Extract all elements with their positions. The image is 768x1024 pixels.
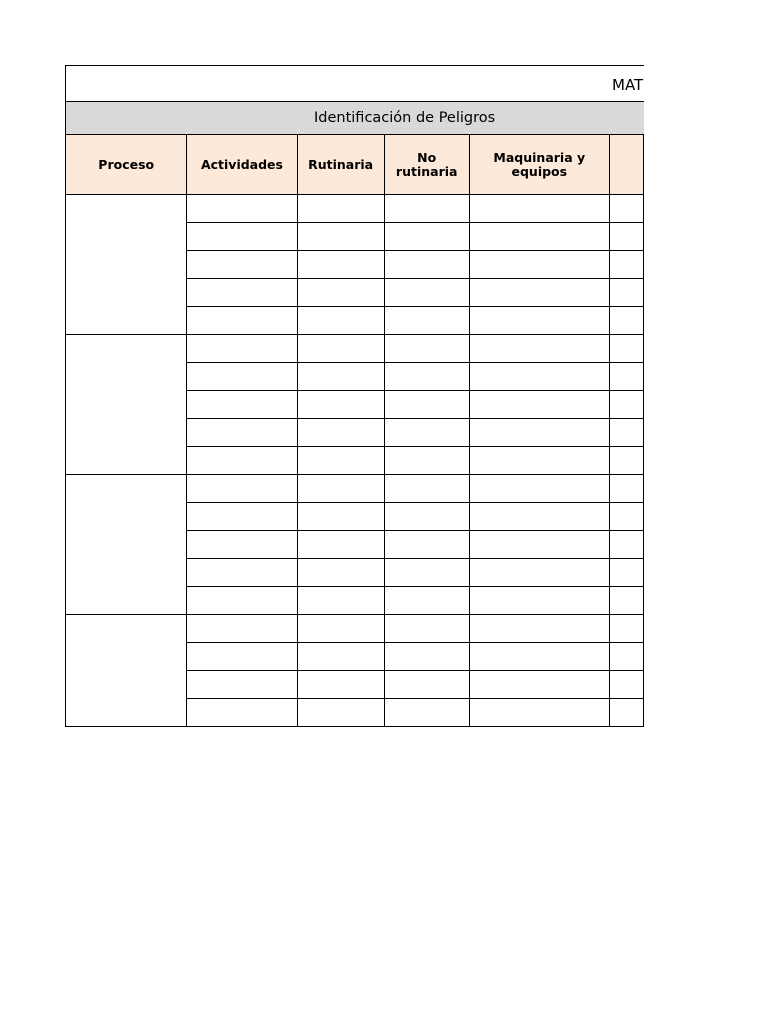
cut-off-cell[interactable] — [609, 559, 643, 587]
rutinaria-cell[interactable] — [297, 503, 384, 531]
maquinaria-equipos-cell[interactable] — [469, 363, 609, 391]
no-rutinaria-cell[interactable] — [384, 363, 469, 391]
actividades-cell[interactable] — [187, 279, 297, 307]
maquinaria-equipos-cell[interactable] — [469, 419, 609, 447]
actividades-cell[interactable] — [187, 643, 297, 671]
actividades-cell[interactable] — [187, 195, 297, 223]
actividades-cell[interactable] — [187, 587, 297, 615]
rutinaria-cell[interactable] — [297, 251, 384, 279]
rutinaria-cell[interactable] — [297, 335, 384, 363]
rutinaria-cell[interactable] — [297, 531, 384, 559]
cut-off-cell[interactable] — [609, 615, 643, 643]
actividades-cell[interactable] — [187, 475, 297, 503]
no-rutinaria-cell[interactable] — [384, 307, 469, 335]
rutinaria-cell[interactable] — [297, 643, 384, 671]
cut-off-cell[interactable] — [609, 279, 643, 307]
cut-off-cell[interactable] — [609, 391, 643, 419]
table-row — [66, 615, 644, 643]
actividades-cell[interactable] — [187, 503, 297, 531]
rutinaria-cell[interactable] — [297, 587, 384, 615]
rutinaria-cell[interactable] — [297, 671, 384, 699]
table-row — [66, 475, 644, 503]
actividades-cell[interactable] — [187, 391, 297, 419]
actividades-cell[interactable] — [187, 531, 297, 559]
rutinaria-cell[interactable] — [297, 363, 384, 391]
section-header-row — [65, 101, 644, 135]
cut-off-cell[interactable] — [609, 419, 643, 447]
cut-off-cell[interactable] — [609, 335, 643, 363]
no-rutinaria-cell[interactable] — [384, 699, 469, 727]
actividades-cell[interactable] — [187, 251, 297, 279]
no-rutinaria-cell[interactable] — [384, 615, 469, 643]
actividades-cell[interactable] — [187, 419, 297, 447]
maquinaria-equipos-cell[interactable] — [469, 279, 609, 307]
maquinaria-equipos-cell[interactable] — [469, 615, 609, 643]
header-proceso: Proceso — [66, 135, 187, 195]
table-row — [66, 195, 644, 223]
rutinaria-cell[interactable] — [297, 391, 384, 419]
rutinaria-cell[interactable] — [297, 559, 384, 587]
title-row — [65, 65, 644, 102]
cut-off-cell[interactable] — [609, 447, 643, 475]
no-rutinaria-cell[interactable] — [384, 419, 469, 447]
cut-off-cell[interactable] — [609, 643, 643, 671]
actividades-cell[interactable] — [187, 559, 297, 587]
column-header-row — [66, 135, 644, 195]
cut-off-cell[interactable] — [609, 223, 643, 251]
header-no-rutinaria: No rutinaria — [384, 135, 469, 195]
header-cut-off — [609, 135, 643, 195]
sheet-title: MAT — [612, 76, 644, 94]
cut-off-cell[interactable] — [609, 531, 643, 559]
maquinaria-equipos-cell[interactable] — [469, 559, 609, 587]
actividades-cell[interactable] — [187, 699, 297, 727]
no-rutinaria-cell[interactable] — [384, 671, 469, 699]
cut-off-cell[interactable] — [609, 671, 643, 699]
maquinaria-equipos-cell[interactable] — [469, 503, 609, 531]
maquinaria-equipos-cell[interactable] — [469, 587, 609, 615]
rutinaria-cell[interactable] — [297, 475, 384, 503]
spreadsheet-page — [65, 65, 644, 734]
header-maquinaria-equipos: Maquinaria y equipos — [469, 135, 609, 195]
maquinaria-equipos-cell[interactable] — [469, 671, 609, 699]
actividades-cell[interactable] — [187, 671, 297, 699]
actividades-cell[interactable] — [187, 447, 297, 475]
rutinaria-cell[interactable] — [297, 223, 384, 251]
proceso-cell-4[interactable] — [66, 615, 187, 727]
section-header: Identificación de Peligros — [314, 110, 496, 126]
no-rutinaria-cell[interactable] — [384, 475, 469, 503]
rutinaria-cell[interactable] — [297, 307, 384, 335]
proceso-cell-2[interactable] — [66, 335, 187, 475]
maquinaria-equipos-cell[interactable] — [469, 391, 609, 419]
table-row — [66, 335, 644, 363]
maquinaria-equipos-cell[interactable] — [469, 195, 609, 223]
no-rutinaria-cell[interactable] — [384, 503, 469, 531]
actividades-cell[interactable] — [187, 223, 297, 251]
maquinaria-equipos-cell[interactable] — [469, 335, 609, 363]
maquinaria-equipos-cell[interactable] — [469, 531, 609, 559]
maquinaria-equipos-cell[interactable] — [469, 223, 609, 251]
cut-off-cell[interactable] — [609, 475, 643, 503]
cut-off-cell[interactable] — [609, 699, 643, 727]
maquinaria-equipos-cell[interactable] — [469, 447, 609, 475]
no-rutinaria-cell[interactable] — [384, 223, 469, 251]
actividades-cell[interactable] — [187, 335, 297, 363]
no-rutinaria-cell[interactable] — [384, 195, 469, 223]
proceso-cell-3[interactable] — [66, 475, 187, 615]
actividades-cell[interactable] — [187, 307, 297, 335]
actividades-cell[interactable] — [187, 615, 297, 643]
maquinaria-equipos-cell[interactable] — [469, 475, 609, 503]
cut-off-cell[interactable] — [609, 195, 643, 223]
no-rutinaria-cell[interactable] — [384, 447, 469, 475]
rutinaria-cell[interactable] — [297, 195, 384, 223]
proceso-cell-1[interactable] — [66, 195, 187, 335]
no-rutinaria-cell[interactable] — [384, 251, 469, 279]
no-rutinaria-cell[interactable] — [384, 643, 469, 671]
rutinaria-cell[interactable] — [297, 615, 384, 643]
maquinaria-equipos-cell[interactable] — [469, 699, 609, 727]
maquinaria-equipos-cell[interactable] — [469, 643, 609, 671]
hazard-matrix-table — [65, 134, 644, 727]
cut-off-cell[interactable] — [609, 363, 643, 391]
maquinaria-equipos-cell[interactable] — [469, 251, 609, 279]
rutinaria-cell[interactable] — [297, 419, 384, 447]
no-rutinaria-cell[interactable] — [384, 391, 469, 419]
rutinaria-cell[interactable] — [297, 699, 384, 727]
no-rutinaria-cell[interactable] — [384, 279, 469, 307]
maquinaria-equipos-cell[interactable] — [469, 307, 609, 335]
rutinaria-cell[interactable] — [297, 279, 384, 307]
header-rutinaria: Rutinaria — [297, 135, 384, 195]
rutinaria-cell[interactable] — [297, 447, 384, 475]
actividades-cell[interactable] — [187, 363, 297, 391]
no-rutinaria-cell[interactable] — [384, 335, 469, 363]
no-rutinaria-cell[interactable] — [384, 531, 469, 559]
cut-off-cell[interactable] — [609, 503, 643, 531]
cut-off-cell[interactable] — [609, 251, 643, 279]
cut-off-cell[interactable] — [609, 587, 643, 615]
no-rutinaria-cell[interactable] — [384, 587, 469, 615]
cut-off-cell[interactable] — [609, 307, 643, 335]
no-rutinaria-cell[interactable] — [384, 559, 469, 587]
header-actividades: Actividades — [187, 135, 297, 195]
